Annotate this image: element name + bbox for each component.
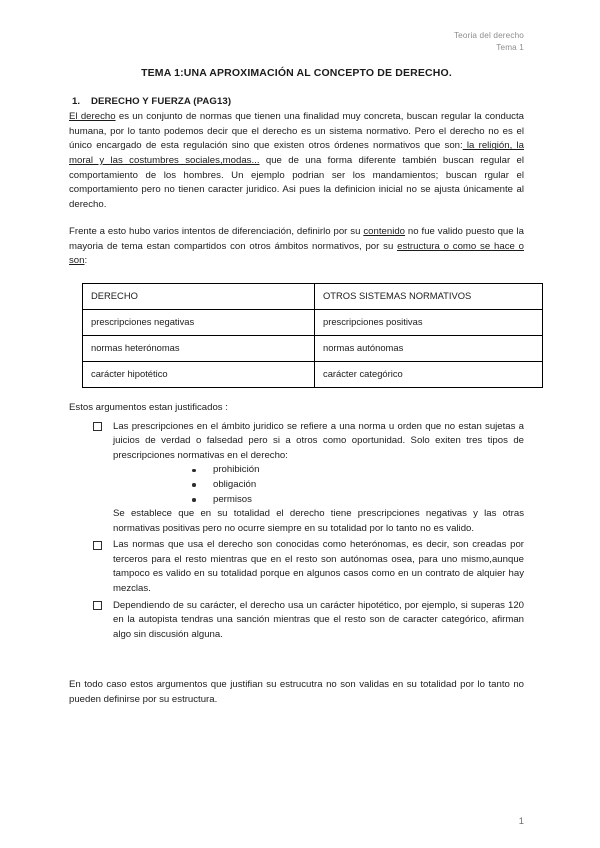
- paragraph-differentiation: [69, 225, 524, 269]
- table-row: [83, 336, 543, 362]
- page-number: 1: [518, 815, 524, 826]
- list-item[interactable]: [93, 420, 524, 537]
- paragraph-definition: [69, 110, 524, 212]
- table-cell: prescripciones negativas: [83, 310, 315, 336]
- list-item: [192, 493, 524, 508]
- table-row: [83, 310, 543, 336]
- table-row: [83, 362, 543, 388]
- running-header-line-1: Teoria del derecho: [453, 31, 524, 40]
- list-item-text: Dependiendo de su carácter, el derecho usa un carácter hipotético, por ejemplo, si superas 120 en la autopista tendras una sanción mientras que el resto son de caracter categórico, afirman algo sin discusión alguna.: [113, 599, 524, 640]
- prescription-types-list: [113, 463, 524, 507]
- bullet-icon: [192, 498, 196, 502]
- section-number: 1.: [72, 96, 81, 108]
- closing-paragraph: En todo caso estos argumentos que justifian su estrucutra no son validas en su totalidad por lo tanto no pueden definirse por su estructura.: [69, 679, 524, 705]
- bullet-icon: [192, 483, 196, 487]
- checkbox-icon[interactable]: [93, 541, 102, 550]
- list-item[interactable]: [93, 538, 524, 596]
- paragraph2-part3: :: [84, 255, 88, 267]
- list-item-label: prohibición: [213, 464, 260, 476]
- checkbox-icon[interactable]: [93, 422, 102, 431]
- list-item-label: obligación: [213, 478, 257, 490]
- paragraph1-underlined-lead: El derecho: [69, 111, 116, 123]
- paragraph1-part2: que de una forma diferente también buscan regular el comportamiento de los hombres. Un ejemplo podrian ser los mandamientos; buscan rgular el comportamiento pero no tienen caracter juridico. Asi pues la definicion inicial no se ajusta únicamente al derecho.: [69, 155, 524, 210]
- paragraph2-underlined-contenido: contenido: [363, 226, 406, 238]
- list-item-text: Las normas que usa el derecho son conocidas como heterónomas, es decir, son creadas por terceros para el resto mientras que en el resto son autónomas osea, para uno mismo,aunque tampoco es valido en su totalidad porque en algunos casos como en un contrato de alquier hay mezclas.: [113, 539, 524, 594]
- paragraph2-part1: Frente a esto hubo varios intentos de diferenciación, definirlo por su: [69, 226, 364, 238]
- table-cell: prescripciones positivas: [315, 310, 543, 336]
- comparison-table: [82, 283, 543, 388]
- table-cell: carácter categórico: [315, 362, 543, 388]
- bullet-icon: [192, 469, 196, 473]
- list-item-text: Las prescripciones en el ámbito juridico se refiere a una norma u orden que no estan sujetas a juicios de verdad o falsedad pero si a otros como oportunidad. Solo exiten tres tipos de prescripciones normativas en el derecho:: [113, 420, 524, 461]
- list-item-label: permisos: [213, 493, 252, 505]
- table-cell: normas heterónomas: [83, 336, 315, 362]
- list-item[interactable]: [93, 599, 524, 643]
- list-item: [192, 478, 524, 493]
- table-cell: normas autónomas: [315, 336, 543, 362]
- list-item-tail-text: Se establece que en su totalidad el derecho tiene prescripciones negativas y las otras normativas positivas pero no ocurre siempre en su totalidad por lo tanto no es valido.: [113, 508, 524, 534]
- page-title: TEMA 1:UNA APROXIMACIÓN AL CONCEPTO DE DERECHO.: [141, 67, 452, 80]
- running-header: [69, 30, 524, 53]
- running-header-line-2: Tema 1: [496, 42, 524, 52]
- paragraph1-underlined-mid: la religión, la moral y las costumbres sociales,modas...: [69, 140, 525, 167]
- checklist-lead: Estos argumentos estan justificados :: [69, 402, 228, 414]
- arguments-checklist: [69, 420, 524, 643]
- section-heading: [69, 96, 524, 107]
- paragraph2-underlined-estructura: estructura o como se hace o son: [69, 240, 524, 267]
- comparison-table-wrapper: [82, 283, 524, 388]
- paragraph1-part1: es un conjunto de normas que tienen una finalidad muy concreta, buscan regular la conducta humana, por lo tanto podemos decir que el derecho es un sistema normativo. Pero el derecho no es el único encargado de esta regulación sino que existen otros órdenes normativos que son:: [69, 111, 524, 152]
- table-header-derecho: DERECHO: [83, 284, 315, 310]
- section-heading-label: DERECHO Y FUERZA (PAG13): [91, 96, 232, 108]
- table-row-header: [83, 284, 543, 310]
- table-cell: carácter hipotético: [83, 362, 315, 388]
- table-header-otros: OTROS SISTEMAS NORMATIVOS: [315, 284, 543, 310]
- checkbox-icon[interactable]: [93, 601, 102, 610]
- paragraph2-part2: no fue valido puesto que la mayoria de tema estan compartidos con otros ámbitos normativos, por su: [69, 226, 524, 252]
- list-item: [192, 463, 524, 478]
